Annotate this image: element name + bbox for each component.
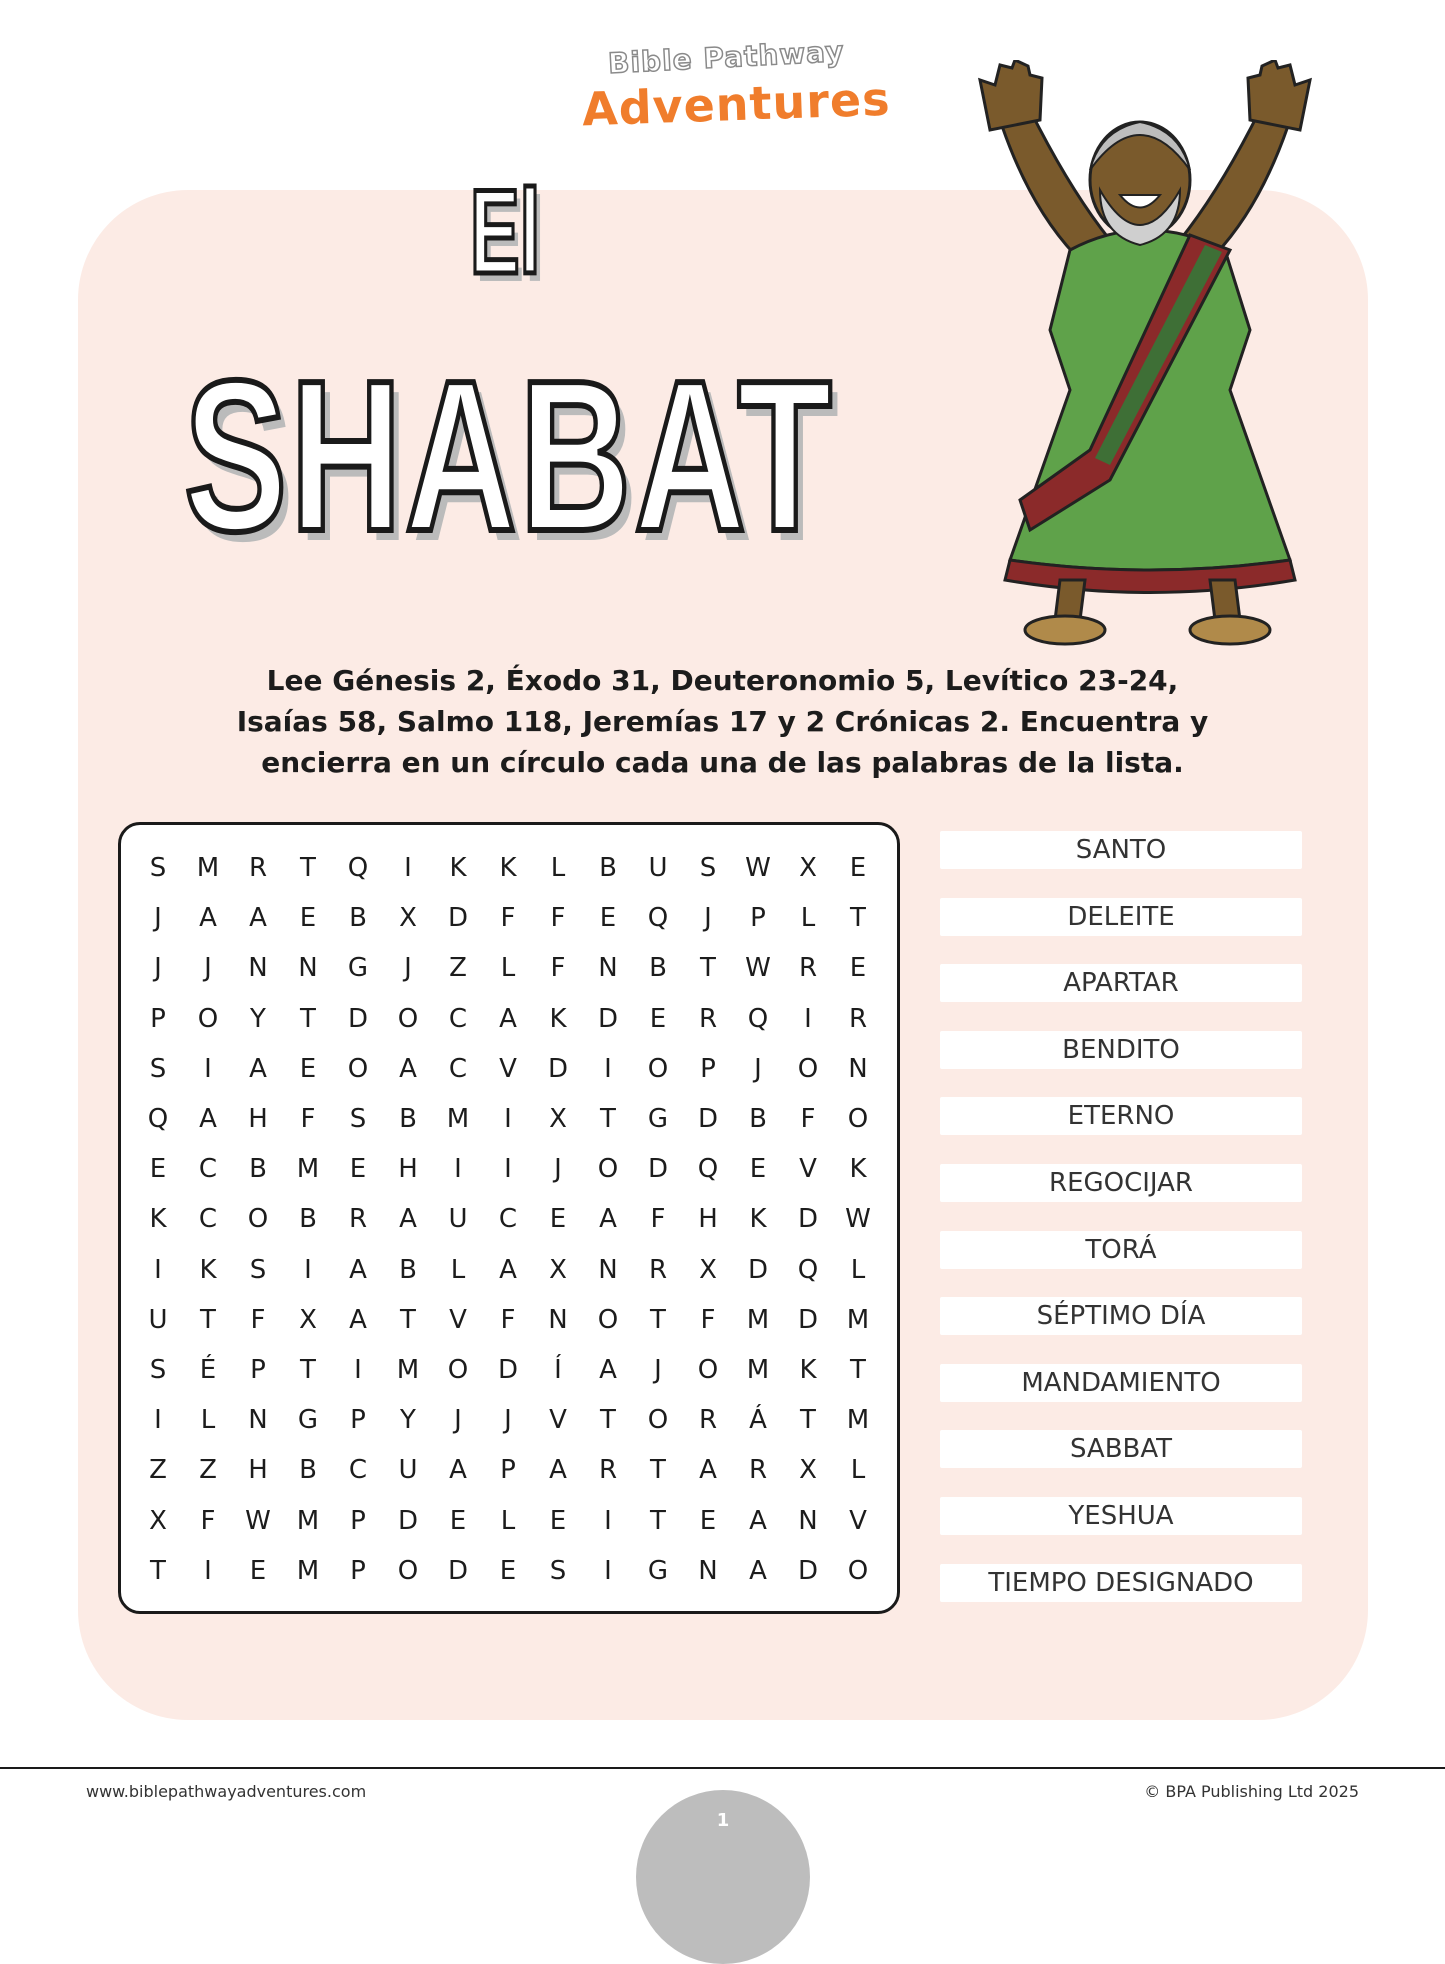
- grid-letter: J: [154, 953, 162, 984]
- grid-letter: A: [249, 1053, 267, 1084]
- grid-letter: D: [697, 1104, 719, 1134]
- grid-letter: F: [500, 1304, 516, 1335]
- grid-letter: R: [798, 953, 818, 984]
- grid-letter: D: [547, 1053, 569, 1084]
- grid-letter: V: [499, 1053, 517, 1084]
- grid-letter: I: [604, 1555, 612, 1586]
- grid-letter: T: [700, 953, 716, 984]
- grid-letter: T: [850, 903, 866, 934]
- grid-letter: X: [799, 1455, 817, 1486]
- grid-letter: Z: [149, 1455, 167, 1486]
- grid-letter: A: [499, 1003, 517, 1034]
- grid-letter: S: [349, 1104, 367, 1134]
- grid-letter: D: [447, 903, 469, 934]
- grid-letter: N: [598, 1254, 618, 1285]
- grid-letter: U: [448, 1204, 468, 1235]
- grid-letter: Y: [400, 1405, 416, 1436]
- grid-letter: I: [604, 1505, 612, 1536]
- grid-letter: I: [804, 1003, 812, 1034]
- grid-letter: F: [500, 903, 516, 934]
- grid-letter: V: [549, 1405, 567, 1436]
- grid-letter: A: [749, 1505, 767, 1536]
- grid-letter: N: [798, 1505, 818, 1536]
- grid-letter: L: [500, 1505, 516, 1536]
- grid-letter: L: [500, 953, 516, 984]
- grid-letter: I: [154, 1254, 162, 1285]
- grid-letter: A: [199, 903, 217, 934]
- grid-letter: A: [749, 1555, 767, 1586]
- grid-letter: T: [400, 1304, 416, 1335]
- grid-letter: M: [846, 1304, 870, 1335]
- grid-letter: H: [248, 1455, 268, 1486]
- grid-letter: K: [149, 1204, 167, 1235]
- grid-letter: M: [746, 1355, 770, 1385]
- grid-letter: P: [250, 1355, 266, 1385]
- grid-letter: E: [549, 1505, 567, 1536]
- grid-letter: L: [850, 1455, 866, 1486]
- grid-letter: M: [296, 1505, 320, 1536]
- grid-letter: X: [799, 853, 817, 883]
- grid-letter: A: [599, 1204, 617, 1235]
- word-list-item: TIEMPO DESIGNADO: [940, 1564, 1302, 1602]
- grid-letter: T: [650, 1304, 666, 1335]
- grid-letter: O: [447, 1355, 469, 1385]
- grid-letter: S: [549, 1555, 567, 1586]
- grid-letter: K: [849, 1154, 867, 1185]
- grid-letter: I: [304, 1254, 312, 1285]
- grid-letter: E: [299, 903, 317, 934]
- grid-letter: I: [404, 853, 412, 883]
- grid-letter: M: [296, 1555, 320, 1586]
- grid-letter: M: [296, 1154, 320, 1185]
- grid-letter: N: [698, 1555, 718, 1586]
- grid-letter: D: [747, 1254, 769, 1285]
- grid-letter: É: [199, 1355, 217, 1385]
- grid-letter: C: [198, 1204, 218, 1235]
- logo-line-1: Bible Pathway: [607, 34, 846, 81]
- grid-letter: Q: [647, 903, 669, 934]
- grid-letter: O: [847, 1104, 869, 1134]
- grid-letter: Q: [147, 1104, 169, 1134]
- grid-letter: N: [548, 1304, 568, 1335]
- grid-letter: N: [248, 1405, 268, 1436]
- word-list-item: YESHUA: [940, 1497, 1302, 1535]
- grid-letter: R: [348, 1204, 368, 1235]
- grid-letter: E: [699, 1505, 717, 1536]
- grid-letter: N: [598, 953, 618, 984]
- footer-website: www.biblepathwayadventures.com: [86, 1782, 367, 1801]
- grid-letter: J: [754, 1053, 762, 1084]
- grid-letter: A: [449, 1455, 467, 1486]
- grid-letter: A: [549, 1455, 567, 1486]
- grid-letter: O: [597, 1154, 619, 1185]
- footer-divider: [0, 1767, 1445, 1769]
- grid-letter: E: [549, 1204, 567, 1235]
- grid-letter: O: [647, 1053, 669, 1084]
- grid-letter: I: [604, 1053, 612, 1084]
- grid-letter: K: [449, 853, 467, 883]
- grid-letter: L: [550, 853, 566, 883]
- grid-letter: F: [700, 1304, 716, 1335]
- grid-letter: W: [745, 953, 771, 984]
- grid-letter: J: [204, 953, 212, 984]
- grid-letter: X: [149, 1505, 167, 1536]
- word-list-item: REGOCIJAR: [940, 1164, 1302, 1202]
- grid-letter: T: [600, 1104, 616, 1134]
- word-list-item: SABBAT: [940, 1430, 1302, 1468]
- grid-letter: D: [597, 1003, 619, 1034]
- grid-letter: I: [204, 1555, 212, 1586]
- grid-letter: P: [500, 1455, 516, 1486]
- grid-letter: I: [504, 1154, 512, 1185]
- grid-letter: R: [748, 1455, 768, 1486]
- grid-letter: X: [699, 1254, 717, 1285]
- grid-letter: F: [550, 903, 566, 934]
- title-line-1: El: [470, 165, 541, 299]
- grid-letter: Í: [554, 1355, 562, 1385]
- grid-letter: K: [199, 1254, 217, 1285]
- grid-letter: A: [349, 1304, 367, 1335]
- grid-letter: J: [654, 1355, 662, 1385]
- grid-letter: Q: [797, 1254, 819, 1285]
- grid-letter: K: [499, 853, 517, 883]
- grid-letter: O: [597, 1304, 619, 1335]
- grid-letter: G: [297, 1405, 319, 1436]
- grid-letter: X: [549, 1254, 567, 1285]
- instructions-line-2: Isaías 58, Salmo 118, Jeremías 17 y 2 Crónicas 2. Encuentra y: [236, 705, 1209, 738]
- grid-letter: J: [154, 903, 162, 934]
- grid-letter: E: [249, 1555, 267, 1586]
- grid-letter: X: [299, 1304, 317, 1335]
- grid-letter: F: [650, 1204, 666, 1235]
- grid-letter: D: [347, 1003, 369, 1034]
- grid-letter: A: [399, 1053, 417, 1084]
- logo-line-2: Adventures: [581, 71, 892, 137]
- grid-letter: K: [799, 1355, 817, 1385]
- grid-letter: L: [850, 1254, 866, 1285]
- grid-letter: S: [699, 853, 717, 883]
- grid-letter: T: [300, 1003, 316, 1034]
- grid-letter: U: [148, 1304, 168, 1335]
- grid-letter: J: [554, 1154, 562, 1185]
- grid-letter: J: [704, 903, 712, 934]
- grid-letter: O: [847, 1555, 869, 1586]
- grid-letter: F: [200, 1505, 216, 1536]
- grid-letter: B: [599, 853, 617, 883]
- grid-letter: E: [449, 1505, 467, 1536]
- grid-letter: T: [300, 853, 316, 883]
- grid-letter: I: [454, 1154, 462, 1185]
- grid-letter: I: [504, 1104, 512, 1134]
- grid-letter: C: [448, 1003, 468, 1034]
- title-line-2: SHABAT: [184, 335, 835, 576]
- grid-letter: B: [249, 1154, 267, 1185]
- grid-letter: B: [299, 1455, 317, 1486]
- grid-letter: T: [200, 1304, 216, 1335]
- grid-letter: A: [249, 903, 267, 934]
- grid-letter: I: [154, 1405, 162, 1436]
- grid-letter: T: [600, 1405, 616, 1436]
- grid-letter: I: [204, 1053, 212, 1084]
- grid-letter: B: [399, 1104, 417, 1134]
- grid-letter: F: [300, 1104, 316, 1134]
- grid-letter: T: [800, 1405, 816, 1436]
- grid-letter: O: [347, 1053, 369, 1084]
- grid-letter: Q: [747, 1003, 769, 1034]
- grid-letter: N: [848, 1053, 868, 1084]
- grid-letter: H: [248, 1104, 268, 1134]
- brand-logo: [580, 34, 892, 137]
- grid-letter: L: [200, 1405, 216, 1436]
- grid-letter: B: [749, 1104, 767, 1134]
- grid-letter: E: [749, 1154, 767, 1185]
- grid-letter: D: [497, 1355, 519, 1385]
- grid-letter: P: [750, 903, 766, 934]
- grid-letter: T: [650, 1455, 666, 1486]
- grid-letter: T: [850, 1355, 866, 1385]
- grid-letter: N: [298, 953, 318, 984]
- grid-letter: E: [349, 1154, 367, 1185]
- instructions: [150, 660, 1295, 783]
- grid-letter: M: [446, 1104, 470, 1134]
- grid-letter: R: [648, 1254, 668, 1285]
- grid-letter: R: [698, 1003, 718, 1034]
- word-list-item: BENDITO: [940, 1031, 1302, 1069]
- grid-letter: W: [245, 1505, 271, 1536]
- grid-letter: P: [700, 1053, 716, 1084]
- grid-letter: S: [249, 1254, 267, 1285]
- grid-letter: X: [399, 903, 417, 934]
- grid-letter: J: [504, 1405, 512, 1436]
- grid-letter: B: [349, 903, 367, 934]
- grid-letter: A: [599, 1355, 617, 1385]
- grid-letter: I: [354, 1355, 362, 1385]
- word-list-item: ETERNO: [940, 1097, 1302, 1135]
- word-list-item: SÉPTIMO DÍA: [940, 1297, 1302, 1335]
- page-number-tab: [636, 1790, 810, 1964]
- grid-letter: Q: [347, 853, 369, 883]
- grid-letter: C: [348, 1455, 368, 1486]
- grid-letter: R: [848, 1003, 868, 1034]
- grid-letter: E: [299, 1053, 317, 1084]
- grid-letter: M: [396, 1355, 420, 1385]
- grid-letter: U: [648, 853, 668, 883]
- grid-letter: S: [149, 853, 167, 883]
- grid-letter: K: [549, 1003, 567, 1034]
- page-number: 1: [716, 1810, 730, 1831]
- grid-letter: P: [350, 1405, 366, 1436]
- grid-letter: J: [454, 1405, 462, 1436]
- word-list-item: DELEITE: [940, 898, 1302, 936]
- grid-letter: K: [749, 1204, 767, 1235]
- grid-letter: V: [849, 1505, 867, 1536]
- grid-letter: O: [697, 1355, 719, 1385]
- grid-letter: R: [598, 1455, 618, 1486]
- grid-letter: P: [350, 1505, 366, 1536]
- grid-letter: R: [248, 853, 268, 883]
- grid-letter: Á: [749, 1405, 767, 1436]
- grid-letter: E: [149, 1154, 167, 1185]
- grid-letter: H: [698, 1204, 718, 1235]
- grid-letter: V: [449, 1304, 467, 1335]
- grid-letter: D: [797, 1304, 819, 1335]
- grid-letter: E: [599, 903, 617, 934]
- word-search-grid: [118, 822, 900, 1614]
- grid-letter: Z: [199, 1455, 217, 1486]
- grid-letter: Y: [250, 1003, 266, 1034]
- grid-letter: C: [498, 1204, 518, 1235]
- grid-letter: A: [349, 1254, 367, 1285]
- grid-letter: P: [350, 1555, 366, 1586]
- footer-copyright: © BPA Publishing Ltd 2025: [1144, 1782, 1359, 1801]
- grid-letter: D: [397, 1505, 419, 1536]
- grid-letter: O: [397, 1003, 419, 1034]
- grid-letter: O: [247, 1204, 269, 1235]
- grid-letter: D: [797, 1555, 819, 1586]
- grid-letter: S: [149, 1053, 167, 1084]
- word-list-item: MANDAMIENTO: [940, 1364, 1302, 1402]
- grid-letter: E: [849, 853, 867, 883]
- grid-letter: X: [549, 1104, 567, 1134]
- grid-letter: G: [647, 1104, 669, 1134]
- grid-letter: M: [746, 1304, 770, 1335]
- grid-letter: Q: [697, 1154, 719, 1185]
- grid-letter: F: [250, 1304, 266, 1335]
- grid-letter: U: [398, 1455, 418, 1486]
- grid-letter: D: [647, 1154, 669, 1185]
- grid-letter: W: [845, 1204, 871, 1235]
- grid-letter: V: [799, 1154, 817, 1185]
- instructions-line-3: encierra en un círculo cada una de las palabras de la lista.: [261, 746, 1184, 779]
- grid-letter: M: [846, 1405, 870, 1436]
- grid-letter: A: [699, 1455, 717, 1486]
- grid-letter: A: [399, 1204, 417, 1235]
- grid-letter: D: [797, 1204, 819, 1235]
- grid-letter: G: [647, 1555, 669, 1586]
- grid-letter: A: [199, 1104, 217, 1134]
- grid-letter: O: [197, 1003, 219, 1034]
- grid-letter: O: [797, 1053, 819, 1084]
- grid-letter: S: [149, 1355, 167, 1385]
- grid-letter: T: [300, 1355, 316, 1385]
- grid-letter: J: [404, 953, 412, 984]
- word-list-item: TORÁ: [940, 1231, 1302, 1269]
- word-list-item: APARTAR: [940, 964, 1302, 1002]
- instructions-line-1: Lee Génesis 2, Éxodo 31, Deuteronomio 5, Levítico 23-24,: [266, 664, 1179, 697]
- word-list-item: SANTO: [940, 831, 1302, 869]
- grid-letter: C: [198, 1154, 218, 1185]
- grid-letter: W: [745, 853, 771, 883]
- grid-letter: T: [650, 1505, 666, 1536]
- grid-letter: R: [698, 1405, 718, 1436]
- grid-letter: L: [450, 1254, 466, 1285]
- grid-letter: H: [398, 1154, 418, 1185]
- grid-letter: T: [150, 1555, 166, 1586]
- grid-letter: F: [550, 953, 566, 984]
- grid-letter: G: [347, 953, 369, 984]
- grid-letter: L: [800, 903, 816, 934]
- grid-letter: M: [196, 853, 220, 883]
- grid-letter: A: [499, 1254, 517, 1285]
- grid-letter: B: [649, 953, 667, 984]
- grid-letter: O: [647, 1405, 669, 1436]
- grid-letter: B: [399, 1254, 417, 1285]
- grid-letter: Z: [449, 953, 467, 984]
- grid-letter: P: [150, 1003, 166, 1034]
- grid-letter: E: [649, 1003, 667, 1034]
- grid-letter: E: [499, 1555, 517, 1586]
- grid-letter: B: [299, 1204, 317, 1235]
- grid-letter: O: [397, 1555, 419, 1586]
- grid-letter: E: [849, 953, 867, 984]
- rejoicing-man-illustration: [960, 60, 1340, 650]
- grid-letter: F: [800, 1104, 816, 1134]
- grid-letter: N: [248, 953, 268, 984]
- grid-letter: C: [448, 1053, 468, 1084]
- grid-letter: D: [447, 1555, 469, 1586]
